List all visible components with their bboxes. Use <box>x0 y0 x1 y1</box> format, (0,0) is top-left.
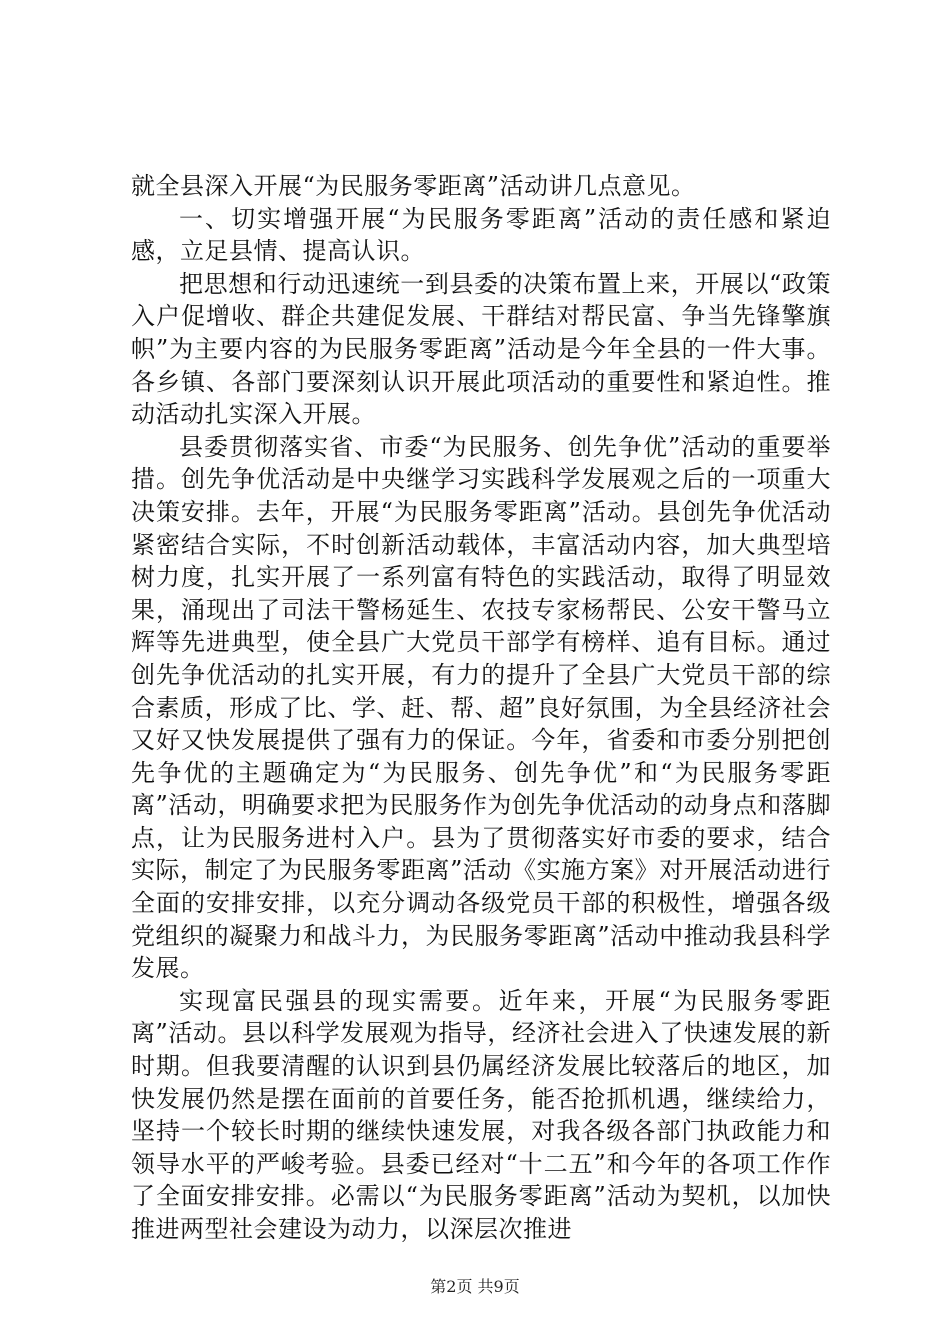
paragraph-5: 实现富民强县的现实需要。近年来，开展“为民服务零距离”活动。县以科学发展观为指导，经济社会进入了快速发展的新时期。但我要清醒的认识到县仍属经济发展比较落后的地区，加快发展仍然是摆在面前的首要任务，能否抢抓机遇，继续给力，坚持一个较长时期的继续快速发展，对我各级各部门执政能力和领导水平的严峻考验。县委已经对“十二五”和今年的各项工作作了全面安排安排。必需以“为民服务零距离”活动为契机，以加快推进两型社会建设为动力，以深层次推进 <box>131 986 831 1243</box>
document-body <box>131 170 831 1246</box>
paragraph-2-heading: 一、切实增强开展“为民服务零距离”活动的责任感和紧迫感，立足县情、提高认识。 <box>131 204 831 266</box>
page-number-footer: 第2页 共9页 <box>430 1277 520 1296</box>
paragraph-4: 县委贯彻落实省、市委“为民服务、创先争优”活动的重要举措。创先争优活动是中央继学习实践科学发展观之后的一项重大决策安排。去年，开展“为民服务零距离”活动。县创先争优活动紧密结合实际，不时创新活动载体，丰富活动内容，加大典型培树力度，扎实开展了一系列富有特色的实践活动，取得了明显效果，涌现出了司法干警杨延生、农技专家杨帮民、公安干警马立辉等先进典型，使全县广大党员干部学有榜样、追有目标。通过创先争优活动的扎实开展，有力的提升了全县广大党员干部的综合素质，形成了比、学、赶、帮、超”良好氛围，为全县经济社会又好又快发展提供了强有力的保证。今年，省委和市委分别把创先争优的主题确定为“为民服务、创先争优”和“为民服务零距离”活动，明确要求把为民服务作为创先争优活动的动身点和落脚点，让为民服务进村入户。县为了贯彻落实好市委的要求，结合实际，制定了为民服务零距离”活动《实施方案》对开展活动进行全面的安排安排，以充分调动各级党员干部的积极性，增强各级党组织的凝聚力和战斗力，为民服务零距离”活动中推动我县科学发展。 <box>131 432 831 983</box>
paragraph-1: 就全县深入开展“为民服务零距离”活动讲几点意见。 <box>131 172 696 200</box>
paragraph-3: 把思想和行动迅速统一到县委的决策布置上来，开展以“政策入户促增收、群企共建促发展、干群结对帮民富、争当先锋擎旗帜”为主要内容的为民服务零距离”活动是今年全县的一件大事。各乡镇、各部门要深刻认识开展此项活动的重要性和紧迫性。推动活动扎实深入开展。 <box>131 269 831 429</box>
